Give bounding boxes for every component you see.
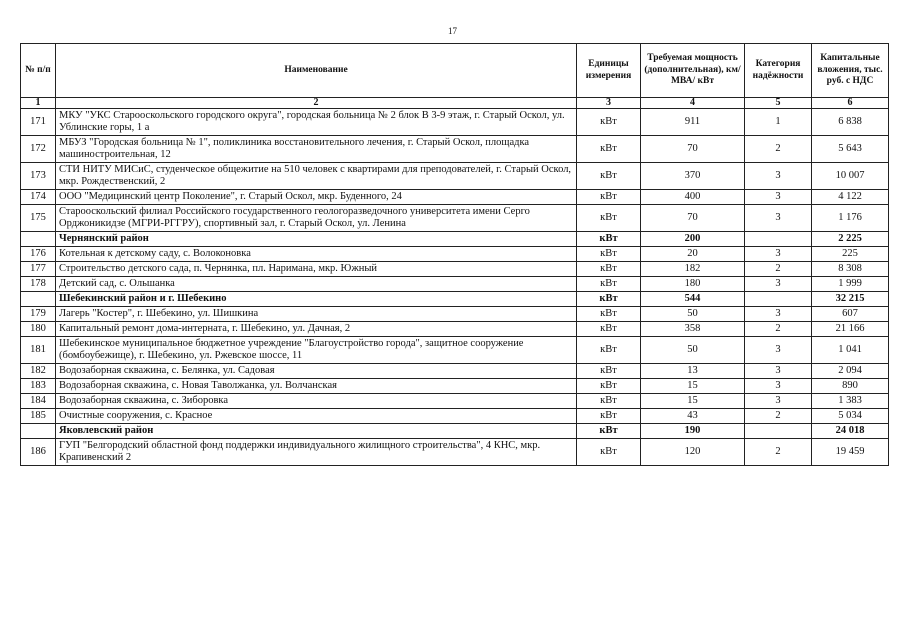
row-category [745,292,812,307]
row-investment: 1 041 [812,337,889,364]
row-power: 400 [641,190,745,205]
row-power: 20 [641,247,745,262]
row-unit: кВт [577,439,641,466]
header-name: Наименование [56,44,577,98]
table-row [21,190,889,205]
row-investment: 5 034 [812,409,889,424]
row-number [21,424,56,439]
table-row [21,277,889,292]
table-row [21,262,889,277]
row-name: Яковлевский район [56,424,577,439]
row-power: 15 [641,394,745,409]
row-name: Старооскольский филиал Российского государственного геологоразведочного университета имени Серго Орджоникидзе (МГРИ-РГГРУ), спортивный зал, г. Старый Оскол, ул. Ленина [56,205,577,232]
row-unit: кВт [577,205,641,232]
row-investment: 10 007 [812,163,889,190]
district-summary-row [21,292,889,307]
row-name: Лагерь "Костер", г. Шебекино, ул. Шишкина [56,307,577,322]
row-investment: 607 [812,307,889,322]
row-unit: кВт [577,424,641,439]
row-number: 175 [21,205,56,232]
row-category: 3 [745,247,812,262]
row-name: Очистные сооружения, с. Красное [56,409,577,424]
row-investment: 8 308 [812,262,889,277]
table-row [21,136,889,163]
row-investment: 225 [812,247,889,262]
row-category: 3 [745,307,812,322]
row-power: 13 [641,364,745,379]
header-investment: Капитальные вложения, тыс. руб. с НДС [812,44,889,98]
row-number: 173 [21,163,56,190]
column-number: 4 [641,98,745,109]
row-power: 50 [641,307,745,322]
table-row [21,379,889,394]
row-name: Капитальный ремонт дома-интерната, г. Шебекино, ул. Дачная, 2 [56,322,577,337]
row-power: 15 [641,379,745,394]
row-investment: 890 [812,379,889,394]
row-investment: 1 383 [812,394,889,409]
district-summary-row [21,232,889,247]
row-unit: кВт [577,136,641,163]
row-category: 2 [745,409,812,424]
table-row [21,307,889,322]
row-number: 182 [21,364,56,379]
row-number: 177 [21,262,56,277]
row-power: 544 [641,292,745,307]
row-power: 50 [641,337,745,364]
row-category: 3 [745,364,812,379]
column-number: 6 [812,98,889,109]
row-power: 200 [641,232,745,247]
row-investment: 4 122 [812,190,889,205]
row-name: Водозаборная скважина, с. Новая Таволжанка, ул. Волчанская [56,379,577,394]
row-category: 2 [745,136,812,163]
row-number: 181 [21,337,56,364]
row-category: 2 [745,322,812,337]
table-body [21,109,889,466]
row-name: ООО "Медицинский центр Поколение", г. Старый Оскол, мкр. Буденного, 24 [56,190,577,205]
row-name: Шебекинский район и г. Шебекино [56,292,577,307]
row-name: Водозаборная скважина, с. Зиборовка [56,394,577,409]
row-name: Чернянский район [56,232,577,247]
row-name: СТИ НИТУ МИСиС, студенческое общежитие на 510 человек с квартирами для преподователей, г. Старый Оскол, мкр. Рождественский, 2 [56,163,577,190]
row-category: 3 [745,163,812,190]
row-name: ГУП "Белгородский областной фонд поддержки индивидуального жилищного строительства", 4 КНС, мкр. Крапивенский 2 [56,439,577,466]
row-unit: кВт [577,247,641,262]
row-investment: 5 643 [812,136,889,163]
row-number: 184 [21,394,56,409]
column-number: 5 [745,98,812,109]
row-category: 3 [745,394,812,409]
row-investment: 21 166 [812,322,889,337]
row-power: 911 [641,109,745,136]
column-number: 1 [21,98,56,109]
row-investment: 6 838 [812,109,889,136]
row-category: 3 [745,277,812,292]
row-unit: кВт [577,262,641,277]
row-name: Котельная к детскому саду, с. Волоконовка [56,247,577,262]
row-name: МКУ "УКС Старооскольского городского округа", городская больница № 2 блок В 3-9 этаж, г. Старый Оскол, ул. Ублинские горы, 1 а [56,109,577,136]
row-power: 370 [641,163,745,190]
row-investment: 19 459 [812,439,889,466]
row-power: 182 [641,262,745,277]
row-category [745,232,812,247]
row-category: 3 [745,205,812,232]
row-name: МБУЗ "Городская больница № 1", поликлиника восстановительного лечения, г. Старый Оскол, площадка машиностроительная, 12 [56,136,577,163]
row-power: 358 [641,322,745,337]
row-unit: кВт [577,292,641,307]
header-category: Категория надёжности [745,44,812,98]
district-summary-row [21,424,889,439]
row-number: 171 [21,109,56,136]
table-row [21,409,889,424]
table-row [21,439,889,466]
row-unit: кВт [577,379,641,394]
row-investment: 1 999 [812,277,889,292]
table-row [21,394,889,409]
table-row [21,364,889,379]
row-category: 3 [745,379,812,394]
row-investment: 1 176 [812,205,889,232]
row-unit: кВт [577,394,641,409]
row-power: 70 [641,205,745,232]
row-investment: 24 018 [812,424,889,439]
row-unit: кВт [577,307,641,322]
table-row [21,322,889,337]
row-unit: кВт [577,337,641,364]
table-row [21,205,889,232]
row-number: 172 [21,136,56,163]
row-unit: кВт [577,109,641,136]
row-unit: кВт [577,190,641,205]
column-number: 3 [577,98,641,109]
row-category: 2 [745,439,812,466]
row-number [21,292,56,307]
table-row [21,337,889,364]
row-name: Детский сад, с. Ольшанка [56,277,577,292]
row-number: 178 [21,277,56,292]
row-number [21,232,56,247]
row-name: Водозаборная скважина, с. Белянка, ул. Садовая [56,364,577,379]
row-investment: 2 094 [812,364,889,379]
row-number: 174 [21,190,56,205]
table-row [21,163,889,190]
column-number: 2 [56,98,577,109]
row-category: 1 [745,109,812,136]
row-number: 183 [21,379,56,394]
row-name: Строительство детского сада, п. Чернянка, пл. Наримана, мкр. Южный [56,262,577,277]
row-number: 176 [21,247,56,262]
row-investment: 32 215 [812,292,889,307]
table-row [21,109,889,136]
table-row [21,247,889,262]
row-power: 70 [641,136,745,163]
row-category: 2 [745,262,812,277]
row-number: 180 [21,322,56,337]
row-number: 185 [21,409,56,424]
header-power: Требуемая мощность (дополнительная), км/ МВА/ кВт [641,44,745,98]
row-unit: кВт [577,409,641,424]
table-header-row [21,44,889,98]
row-unit: кВт [577,232,641,247]
row-unit: кВт [577,322,641,337]
row-number: 179 [21,307,56,322]
row-category: 3 [745,337,812,364]
row-unit: кВт [577,364,641,379]
capacity-table [20,43,889,466]
row-power: 43 [641,409,745,424]
row-category [745,424,812,439]
column-number-row [21,98,889,109]
row-power: 180 [641,277,745,292]
row-power: 190 [641,424,745,439]
row-investment: 2 225 [812,232,889,247]
row-name: Шебекинское муниципальное бюджетное учреждение "Благоустройство города", защитное сооружение (бомбоубежище), г. Шебекино, ул. Ржевское шоссе, 11 [56,337,577,364]
row-category: 3 [745,190,812,205]
header-number: № п/п [21,44,56,98]
row-power: 120 [641,439,745,466]
header-unit: Единицы измерения [577,44,641,98]
row-unit: кВт [577,277,641,292]
row-unit: кВт [577,163,641,190]
page-number: 17 [448,26,457,36]
row-number: 186 [21,439,56,466]
